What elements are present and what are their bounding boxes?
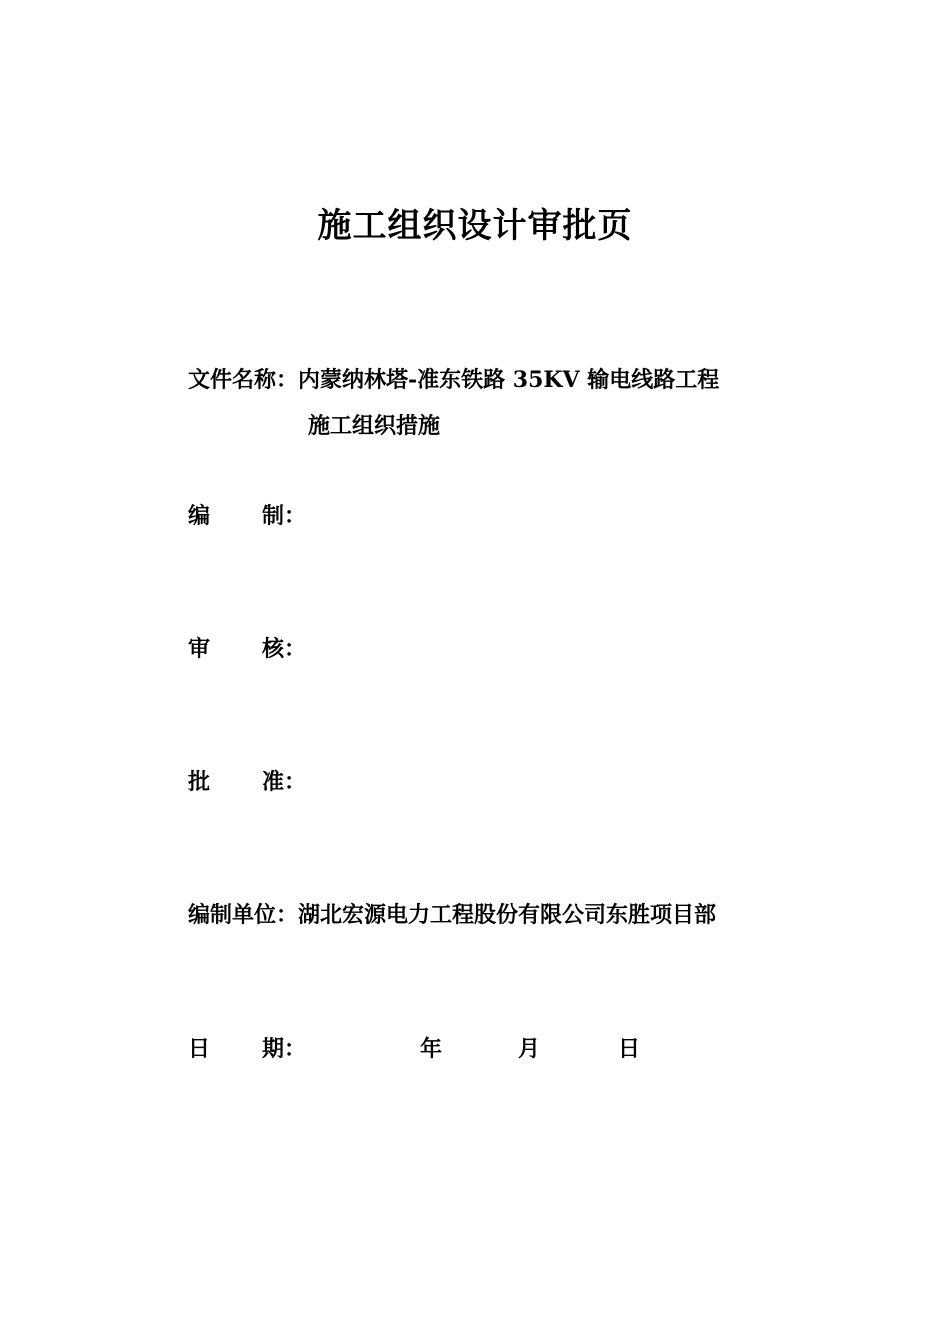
reviewer-label: 审 核： bbox=[188, 636, 307, 662]
reviewer-row bbox=[188, 633, 307, 665]
compiler-label: 编 制： bbox=[188, 503, 307, 529]
date-year-label: 年 bbox=[420, 1036, 443, 1062]
compiling-unit-label: 编制单位： bbox=[188, 902, 299, 928]
date-label: 日 期： bbox=[188, 1036, 307, 1062]
date-month-label: 月 bbox=[518, 1036, 541, 1062]
compiling-unit-row bbox=[188, 899, 716, 931]
compiler-row bbox=[188, 500, 307, 532]
date-day-label: 日 bbox=[618, 1036, 641, 1062]
file-name-value-line1: 内蒙纳林塔-准东铁路 35KV 输电线路工程 bbox=[298, 367, 720, 393]
file-name-label: 文件名称： bbox=[188, 367, 299, 393]
file-name-value-line2: 施工组织措施 bbox=[308, 413, 441, 439]
compiling-unit-value: 湖北宏源电力工程股份有限公司东胜项目部 bbox=[298, 902, 717, 928]
approver-row bbox=[188, 766, 307, 798]
file-name-row bbox=[188, 364, 719, 396]
approver-label: 批 准： bbox=[188, 769, 307, 795]
page-title: 施工组织设计审批页 bbox=[317, 206, 633, 246]
date-row bbox=[188, 1033, 668, 1065]
